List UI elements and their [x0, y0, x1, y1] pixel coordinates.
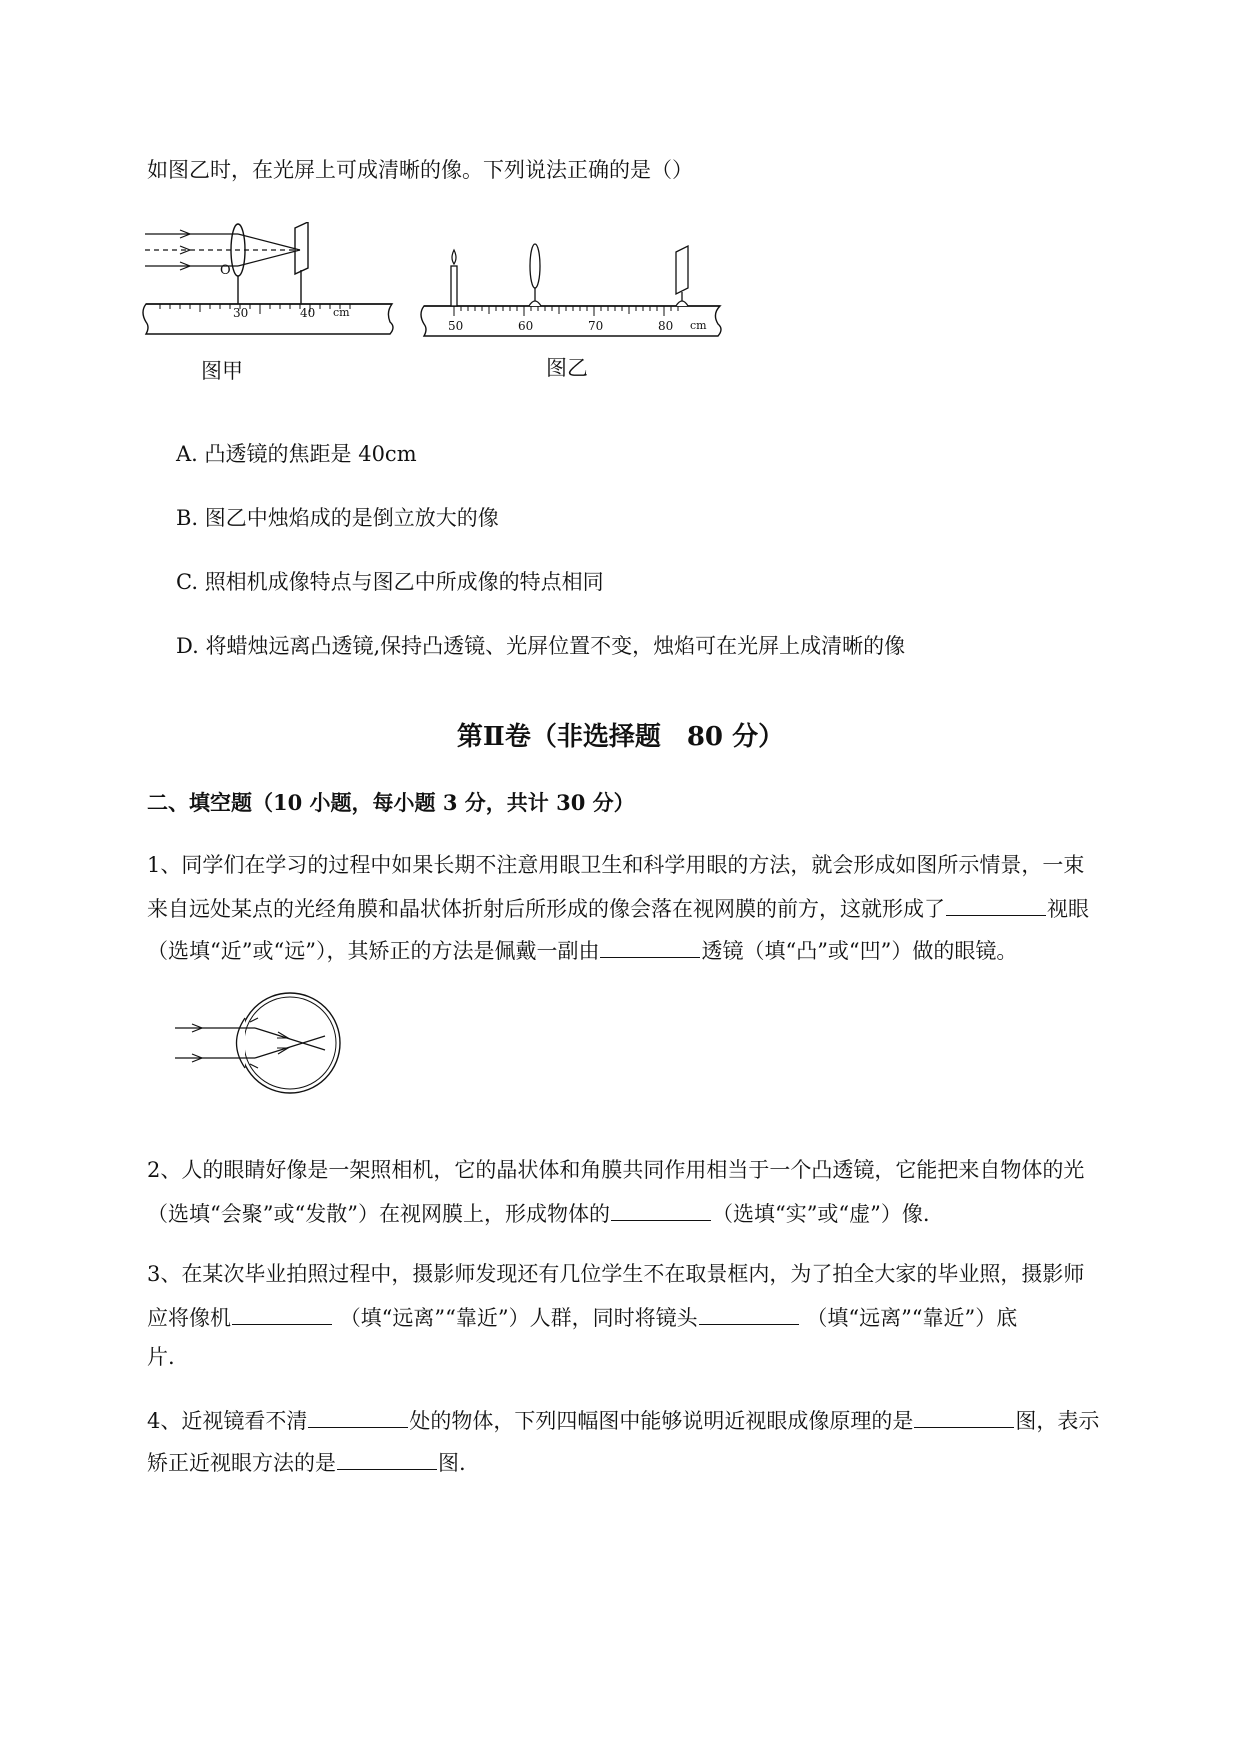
tick-label-80: 80: [658, 319, 674, 333]
answer-blank[interactable]: [914, 1409, 1014, 1428]
option-text: 照相机成像特点与图乙中所成像的特点相同: [204, 570, 604, 594]
answer-blank[interactable]: [308, 1409, 408, 1428]
tick-label-cm: cm: [690, 319, 707, 332]
tick-label-30: 30: [233, 306, 249, 320]
q1-text: （选填“近”或“远”），其矫正的方法是佩戴一副由: [147, 939, 600, 963]
option-letter: B.: [176, 506, 199, 530]
option-letter: A.: [176, 442, 198, 466]
answer-blank[interactable]: [337, 1451, 437, 1470]
figure-jia-diagram: [140, 222, 400, 342]
q2-text: （选填“会聚”或“发散”）在视网膜上，形成物体的: [147, 1202, 610, 1226]
tick-label-50: 50: [448, 319, 464, 333]
answer-blank[interactable]: [611, 1202, 711, 1221]
q2-text: （选填“实”或“虚”）像.: [711, 1202, 930, 1226]
q1-text: 透镜（填“凸”或“凹”）做的眼镜。: [701, 939, 1018, 963]
q3-text: 应将像机: [147, 1306, 231, 1330]
figure-yi-diagram: [418, 240, 728, 340]
tick-label-cm: cm: [333, 306, 350, 319]
option-b[interactable]: [176, 508, 499, 529]
q3-line-3: 片.: [147, 1345, 175, 1369]
option-d[interactable]: [176, 636, 905, 657]
q3-text: （填“远离”“靠近”）底: [806, 1306, 1018, 1330]
q4-text: 图，表示: [1015, 1409, 1100, 1433]
question-stem: 如图乙时，在光屏上可成清晰的像。下列说法正确的是（）: [147, 158, 693, 182]
figure-jia-label: 图甲: [201, 359, 243, 383]
option-c[interactable]: [176, 572, 604, 593]
answer-blank[interactable]: [232, 1306, 332, 1325]
q4-text: 矫正近视眼方法的是: [147, 1451, 336, 1475]
q4-text: 图.: [438, 1451, 466, 1475]
answer-blank[interactable]: [946, 897, 1046, 916]
answer-blank[interactable]: [600, 939, 700, 958]
option-text: 图乙中烛焰成的是倒立放大的像: [204, 506, 499, 530]
q3-text: （填“远离”“靠近”）人群，同时将镜头: [339, 1306, 698, 1330]
q4-line-2: [147, 1451, 466, 1474]
q4-text: 处的物体，下列四幅图中能够说明近视眼成像原理的是: [409, 1409, 914, 1433]
tick-label-70: 70: [588, 319, 604, 333]
option-letter: D.: [176, 634, 199, 658]
q1-line-1: 1、同学们在学习的过程中如果长期不注意用眼卫生和科学用眼的方法，就会形成如图所示情景，一束: [147, 853, 1085, 877]
tick-label-60: 60: [518, 319, 534, 333]
option-letter: C.: [176, 570, 198, 594]
q1-text: 来自远处某点的光经角膜和晶状体折射后所形成的像会落在视网膜的前方，这就形成了: [147, 897, 945, 921]
q4-text: 4、近视镜看不清: [147, 1409, 308, 1433]
figure-yi-label: 图乙: [546, 356, 588, 380]
q3-line-1: 3、在某次毕业拍照过程中，摄影师发现还有几位学生不在取景框内，为了拍全大家的毕业照，摄影师: [147, 1262, 1085, 1286]
q3-line-2: [147, 1306, 1017, 1329]
sub-title: 二、填空题（10 小题，每小题 3 分，共计 30 分）: [147, 790, 635, 815]
q1-line-2: [147, 897, 1089, 920]
myopia-eye-diagram: [170, 988, 350, 1098]
q2-line-2: [147, 1202, 930, 1225]
answer-blank[interactable]: [699, 1306, 799, 1325]
option-a[interactable]: [176, 444, 417, 465]
option-text: 凸透镜的焦距是 40cm: [204, 442, 417, 466]
option-text: 将蜡烛远离凸透镜,保持凸透镜、光屏位置不变，烛焰可在光屏上成清晰的像: [205, 634, 906, 658]
q2-line-1: 2、人的眼睛好像是一架照相机，它的晶状体和角膜共同作用相当于一个凸透镜，它能把来自物体的光: [147, 1158, 1085, 1182]
tick-label-40: 40: [300, 306, 316, 320]
lens-center-label: O: [220, 263, 231, 278]
q4-line-1: [147, 1409, 1099, 1432]
q1-text: 视眼: [1047, 897, 1089, 921]
section-title: 第Ⅱ卷（非选择题 80 分）: [456, 722, 785, 752]
q1-line-3: [147, 939, 1017, 962]
